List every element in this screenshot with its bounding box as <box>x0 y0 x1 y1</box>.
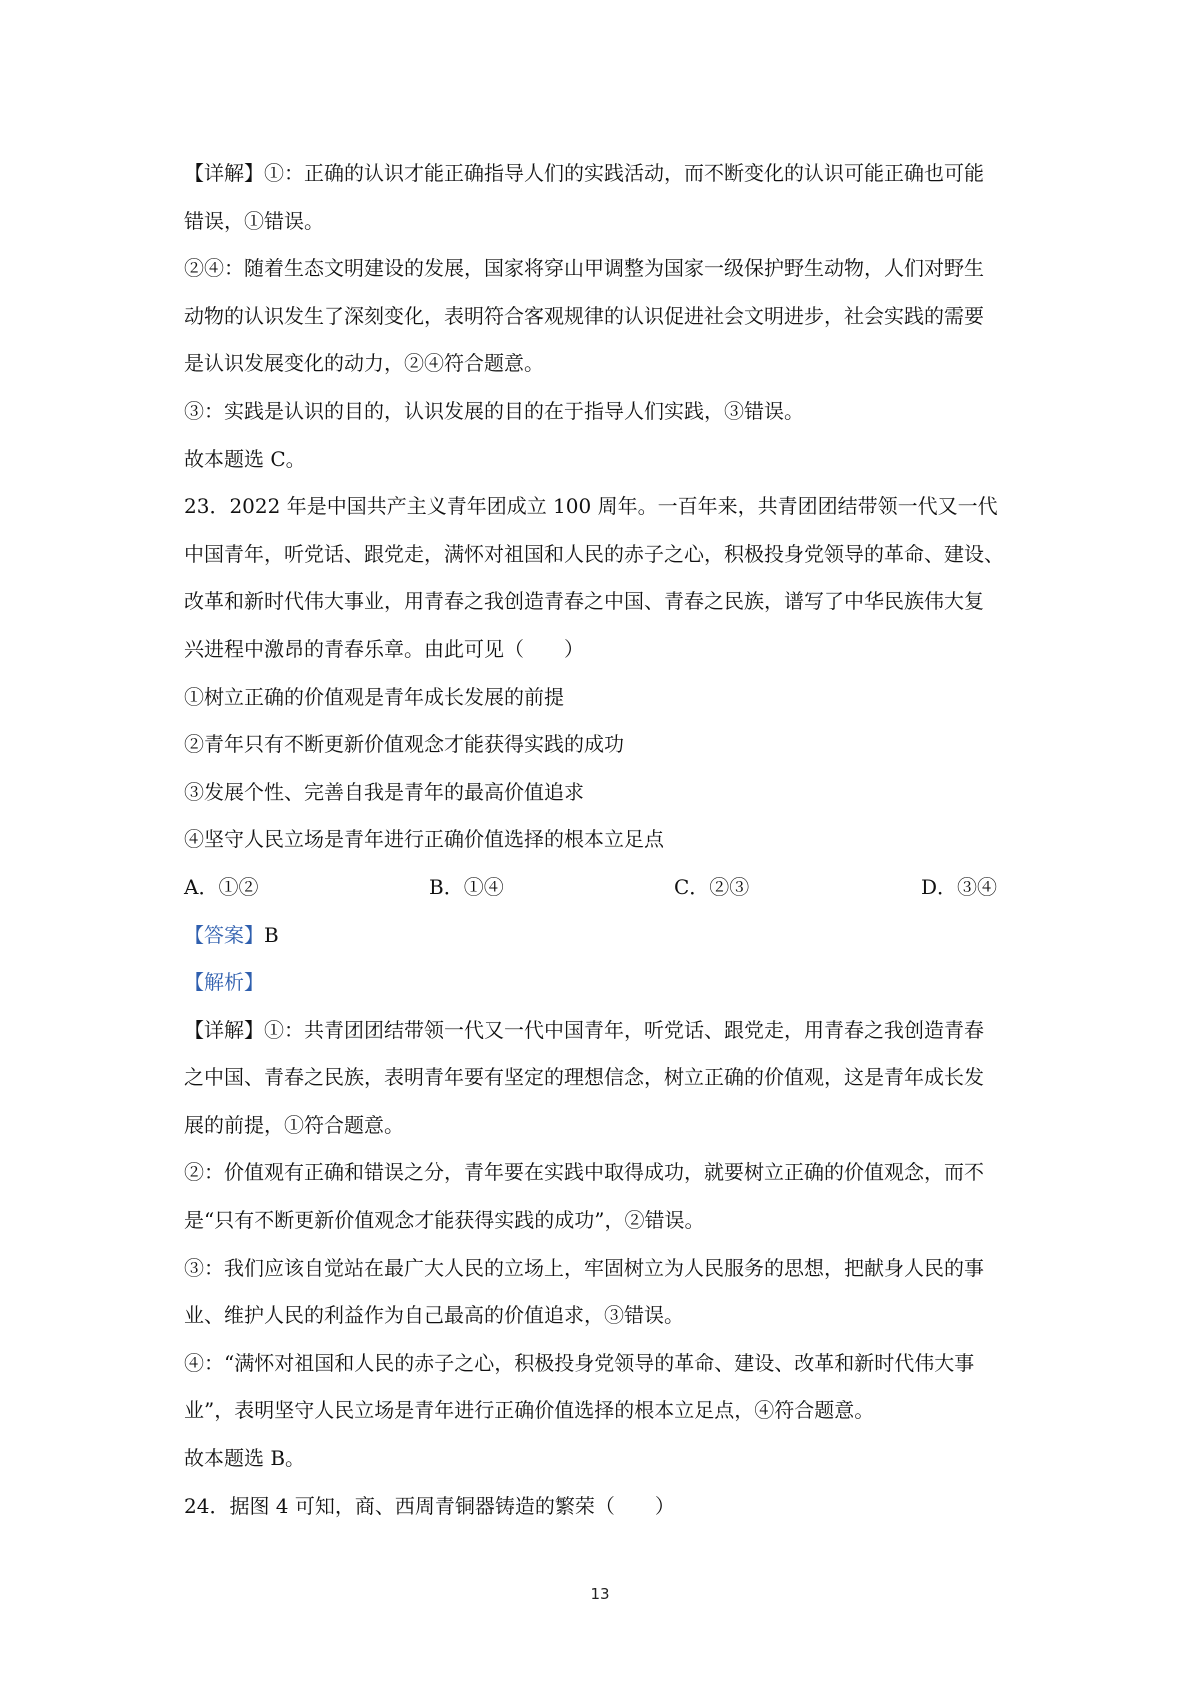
q23-answer <box>184 912 1030 960</box>
q23-statement-1: ①树立正确的价值观是青年成长发展的前提 <box>184 684 564 709</box>
q23-option-d: D．③④ <box>921 874 998 899</box>
q23-stem-line-3: 改革和新时代伟大事业，用青春之我创造青春之中国、青春之民族，谱写了中华民族伟大复 <box>184 589 984 614</box>
q23-explain-line-2: 之中国、青春之民族，表明青年要有坚定的理想信念，树立正确的价值观，这是青年成长发 <box>184 1065 984 1090</box>
explain-22-line-6: ③：实践是认识的目的，认识发展的目的在于指导人们实践，③错误。 <box>184 398 804 423</box>
q23-option-b: B．①④ <box>429 874 504 899</box>
explain-22-line-1: 【详解】①：正确的认识才能正确指导人们的实践活动，而不断变化的认识可能正确也可能 <box>184 161 984 185</box>
q23-explain-line-3: 展的前提，①符合题意。 <box>184 1112 404 1137</box>
q23-explain-line-9: 业”，表明坚守人民立场是青年进行正确价值选择的根本立足点，④符合题意。 <box>184 1398 875 1423</box>
q23-statement-4: ④坚守人民立场是青年进行正确价值选择的根本立足点 <box>184 827 664 852</box>
q23-explain-line-5: 是“只有不断更新价值观念才能获得实践的成功”，②错误。 <box>184 1208 705 1233</box>
answer-value: B <box>264 922 279 947</box>
q23-explain-line-8: ④：“满怀对祖国和人民的赤子之心，积极投身党领导的革命、建设、改革和新时代伟大事 <box>184 1350 975 1375</box>
q23-stem-line-1: 23．2022 年是中国共产主义青年团成立 100 周年。一百年来，共青团团结带领一代又一代 <box>184 494 998 519</box>
q23-option-c: C．②③ <box>674 874 750 899</box>
q23-analysis-heading <box>184 959 1030 1007</box>
q23-statement-3: ③发展个性、完善自我是青年的最高价值追求 <box>184 779 584 804</box>
explain-22-conclusion: 故本题选 C。 <box>184 446 306 471</box>
explain-22-line-4: 动物的认识发生了深刻变化，表明符合客观规律的认识促进社会文明进步，社会实践的需要 <box>184 303 984 328</box>
q24-stem: 24．据图 4 可知，商、西周青铜器铸造的繁荣（ ） <box>184 1493 675 1518</box>
q23-explain-conclusion: 故本题选 B。 <box>184 1446 306 1471</box>
page-content <box>184 150 1030 1530</box>
q23-stem-line-4: 兴进程中激昂的青春乐章。由此可见（ ） <box>184 636 584 661</box>
q23-explain-line-4: ②：价值观有正确和错误之分，青年要在实践中取得成功，就要树立正确的价值观念，而不 <box>184 1160 984 1185</box>
explain-22-line-2: 错误，①错误。 <box>184 208 324 233</box>
analysis-tag: 【解析】 <box>184 970 264 995</box>
explain-22-line-3: ②④：随着生态文明建设的发展，国家将穿山甲调整为国家一级保护野生动物，人们对野生 <box>184 256 984 281</box>
q23-stem-line-2: 中国青年，听党话、跟党走，满怀对祖国和人民的赤子之心，积极投身党领导的革命、建设、 <box>184 541 1004 566</box>
q23-option-a: A．①② <box>184 874 259 899</box>
q23-options <box>184 864 1030 912</box>
q23-explain-line-1: 【详解】①：共青团团结带领一代又一代中国青年，听党话、跟党走，用青春之我创造青春 <box>184 1017 984 1042</box>
q23-explain-line-6: ③：我们应该自觉站在最广大人民的立场上，牢固树立为人民服务的思想，把献身人民的事 <box>184 1255 984 1280</box>
answer-tag: 【答案】 <box>184 922 264 947</box>
q23-explain-line-7: 业、维护人民的利益作为自己最高的价值追求，③错误。 <box>184 1303 684 1328</box>
explain-22-line-5: 是认识发展变化的动力，②④符合题意。 <box>184 351 544 376</box>
page-number: 13 <box>590 1585 610 1603</box>
q23-statement-2: ②青年只有不断更新价值观念才能获得实践的成功 <box>184 732 624 757</box>
